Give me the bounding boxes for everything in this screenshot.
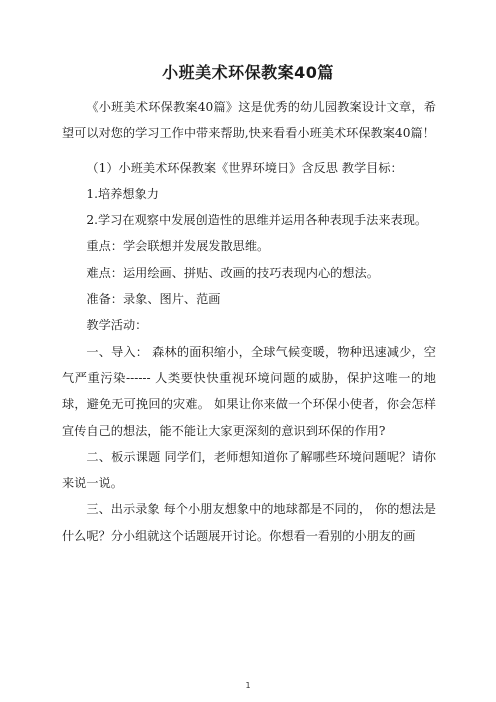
intro-paragraph: 《小班美术环保教案40篇》这是优秀的幼儿园教案设计文章，希望可以对您的学习工作中带来帮助,快来看看小班美术环保教案40篇！ [62, 100, 436, 141]
objective-item: 2.学习在观察中发展创造性的思维并运用各种表现手法来表现。 [86, 213, 428, 228]
section-heading: （1）小班美术环保教案《世界环境日》含反思 教学目标： [86, 160, 403, 175]
objective-item: 1.培养想象力 [86, 186, 159, 201]
document-body [62, 94, 436, 549]
preparation: 准备：录象、图片、范画 [86, 292, 221, 307]
step-paragraph: 二、板示课题 同学们，老师想知道你了解哪些环境问题呢？请你来说一说。 [62, 449, 436, 491]
step-paragraph: 三、出示录象 每个小朋友想象中的地球都是不同的， 你的想法是什么呢？分小组就这个话题展开讨论。你想看一看别的小朋友的画 [62, 502, 436, 543]
document-title: 小班美术环保教案40篇 [162, 63, 334, 82]
difficulty: 难点：运用绘画、拼贴、改画的技巧表现内心的想法。 [86, 265, 379, 280]
page-number: 1 [245, 681, 251, 690]
key-point: 重点：学会联想并发展发散思维。 [86, 239, 270, 254]
activity-heading: 教学活动： [86, 318, 148, 333]
step-paragraph: 一、导入： 森林的面积缩小，全球气候变暖，物种迅速减少，空气严重污染------ 人类要快快重视环境问题的威胁，保护这唯一的地球，避免无可挽回的灾难。 如果让你来做一个环保小使者，你会怎样宣传自己的想法，能不能让大家更深刻的意识到环保的作用? [62, 344, 436, 438]
